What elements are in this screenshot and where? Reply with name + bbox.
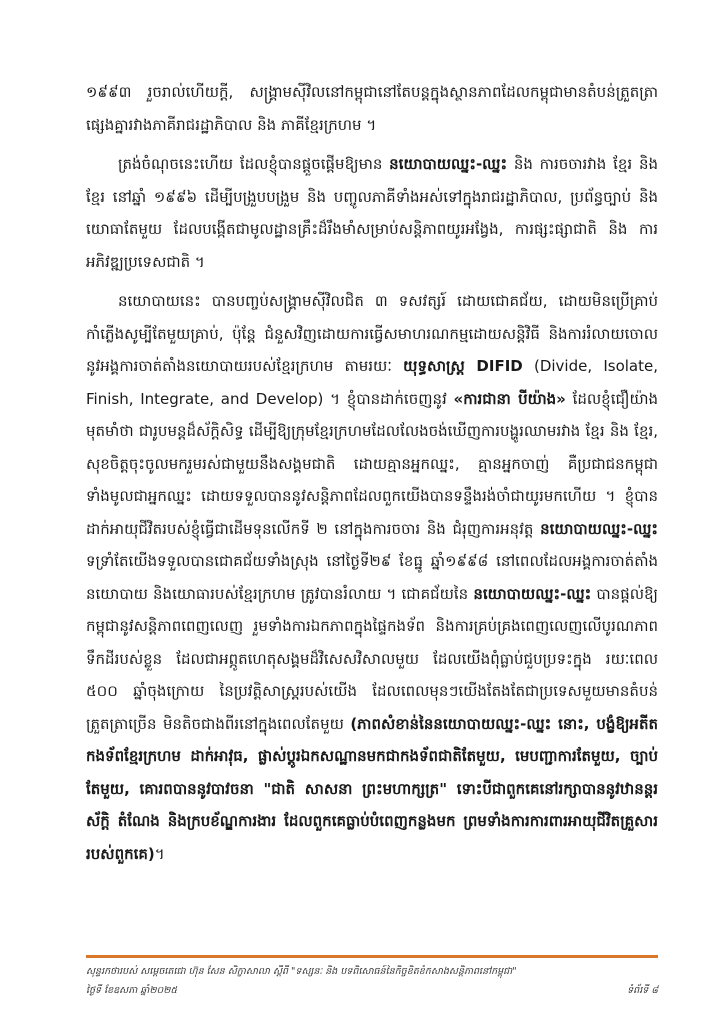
paragraph bbox=[86, 285, 658, 870]
footer-row bbox=[86, 981, 658, 1000]
paragraph-text: ដែលខ្ញុំជឿយ៉ាងមុតមាំថា ជារូបមន្តដ៏ស័ក្តិសិទ្ធ ដើម្បីឱ្យក្រុមខ្មែរក្រហមដែលលែងចង់ឃើញការបង្ហូរឈាមរវាង ខ្មែរ និង ខ្មែរ, សុខចិត្តចុះចូលមករួមរស់ជាមួយនឹងសង្គមជាតិ ដោយគ្មានអ្នកឈ្នះ, គ្មានអ្នកចាញ់ គឺប្រជាជនកម្ពុជាទាំងមូលជាអ្នកឈ្នះ ដោយទទួលបាននូវសន្តិភាពដែលពួកយើងបានទន្ទឹងរង់ចាំជាយូរមកហើយ ។ ខ្ញុំបានដាក់អាយុជីវិតរបស់ខ្ញុំធ្វើជាដើមទុនលើកទី ២ នៅក្នុងការចចារ និង ជំរុញការអនុវត្ត bbox=[86, 389, 659, 538]
footer-date: ថ្ងៃទី ខែឧសភា ឆ្នាំ២០២៥ bbox=[86, 985, 178, 996]
paragraph-text: ត្រង់ចំណុចនេះហើយ ដែលខ្ញុំបានផ្តួចផ្តើមឱ្យមាន bbox=[118, 155, 390, 173]
paragraph-text: ទទ្រាំតែយើងទទួលបានជោគជ័យទាំងស្រុង នៅថ្ងៃទី២៩ ខែធ្នូ ឆ្នាំ១៩៩៨ នៅពេលដែលអង្គការចាត់តាំងនយោបាយ និងយោធារបស់ខ្មែរក្រហម ត្រូវបានរំលាយ ។ ជោគជ័យនៃ bbox=[86, 552, 658, 603]
paragraph bbox=[86, 76, 658, 141]
paragraph bbox=[86, 148, 658, 278]
paragraph-text: ។ bbox=[154, 844, 165, 863]
page-footer bbox=[86, 962, 658, 1000]
footer-rule bbox=[86, 955, 658, 958]
paragraph-text: និង ការចចារវាង ខ្មែរ និង ខ្មែរ នៅឆ្នាំ ១៩៩៦ ដើម្បីបង្រួបបង្រួម និង បញ្ចូលភាគីទាំងអស់ទៅក្នុងរាជរដ្ឋាភិបាល, ប្រព័ន្ធច្បាប់ និង យោធាតែមួយ ដែលបង្កើតជាមូលដ្ឋានគ្រឹះដ៏រឹងមាំសម្រាប់សន្តិភាពយូរអង្វែង, ការផ្សះផ្សាជាតិ និង ការអភិវឌ្ឍប្រទេសជាតិ ។ bbox=[86, 155, 658, 271]
paragraph-text: នយោបាយនេះ បានបញ្ចប់សង្គ្រាមស៊ីវិលជិត ៣ ទសវត្សរ៍ ដោយជោគជ័យ, ដោយមិនប្រើគ្រាប់កាំភ្លើងសូម្បីតែមួយគ្រាប់, ប៉ុន្តែ ជំនួសវិញដោយការធ្វើសមាហរណកម្មដោយសន្តិវិធី និងការរំលាយចោលនូវអង្គការចាត់តាំងនយោបាយរបស់ខ្មែរក្រហម តាមរយៈ bbox=[86, 292, 658, 375]
bold-text: (ភាពសំខាន់នៃនយោបាយឈ្នះ-ឈ្នះ នោះ, បង្ខំឱ្យអតីតកងទ័ពខ្មែរក្រហម ដាក់អាវុធ, ផ្លាស់ប្តូរឯកសណ្ឋានមកជាកងទ័ពជាតិតែមួយ, មេបញ្ជាការតែមួយ, ច្បាប់តែមួយ, គោរពបាននូវបាវចនា "ជាតិ សាសនា ព្រះមហាក្សត្រ" ទោះបីជាពួកគេនៅរក្សាបាននូវឋានន្តរស័ក្តិ តំណែង និងក្របខ័ណ្ឌការងារ ដែលពួកគេធ្លាប់បំពេញកន្លងមក ព្រមទាំងការការពារអាយុជីវិតគ្រួសាររបស់ពួកគេ) bbox=[86, 714, 658, 863]
bold-text: នយោបាយឈ្នះ-ឈ្នះ bbox=[473, 584, 592, 603]
page-number: ទំព័រទី ៨ bbox=[627, 985, 658, 996]
paragraph-text: បានផ្តល់ឱ្យកម្ពុជានូវសន្តិភាពពេញលេញ រួមទាំងការឯកភាពក្នុងផ្ទៃកងទ័ព និងការគ្រប់គ្រងពេញលេញលើបូរណភាពទឹកដីរបស់ខ្លួន ដែលជាអព្ភូតហេតុសង្គមដ៏វិសេសវិសាលមួយ ដែលយើងពុំធ្លាប់ជួបប្រទះក្នុង រយៈពេល ៥០០ ឆ្នាំចុងក្រោយ នៃប្រវត្តិសាស្ត្ររបស់យើង ដែលពេលមុនៗយើងតែងតែជាប្រទេសមួយមានតំបន់ត្រួតត្រាច្រើន មិនតិចជាងពីរនៅក្នុងពេលតែមួយ bbox=[86, 584, 658, 733]
paragraph-text: (Divide, Isolate, Finish, Integrate, and Develop) ។ ខ្ញុំបានដាក់ចេញនូវ bbox=[86, 357, 658, 408]
footer-source-line: សុន្ទរកថារបស់ សម្តេចតេជោ ហ៊ុន សែន សិក្ខាសាលា ស្តីពី "ទស្សនៈ និង បទពិសោធន៍នៃកិច្ចខិតខំកសាងសន្តិភាពនៅកម្ពុជា" bbox=[86, 966, 517, 977]
bold-text: នយោបាយឈ្នះ-ឈ្នះ bbox=[540, 519, 658, 538]
bold-text: នយោបាយឈ្នះ-ឈ្នះ bbox=[389, 155, 508, 173]
bold-text: «ការជានា បីយ៉ាង» bbox=[453, 389, 566, 408]
paragraph-text: ១៩៩៣ រួចរាល់ហើយក្តី, សង្គ្រាមស៊ីវិលនៅកម្ពុជានៅតែបន្តក្នុងស្ថានភាពដែលកម្ពុជាមានតំបន់ត្រួតត្រាផ្សេងគ្នារវាងភាគីរាជរដ្ឋាភិបាល និង ភាគីខ្មែរក្រហម ។ bbox=[86, 83, 658, 134]
body-text bbox=[86, 76, 658, 877]
bold-text: យុទ្ធសាស្ត្រ DIFID bbox=[403, 357, 523, 375]
